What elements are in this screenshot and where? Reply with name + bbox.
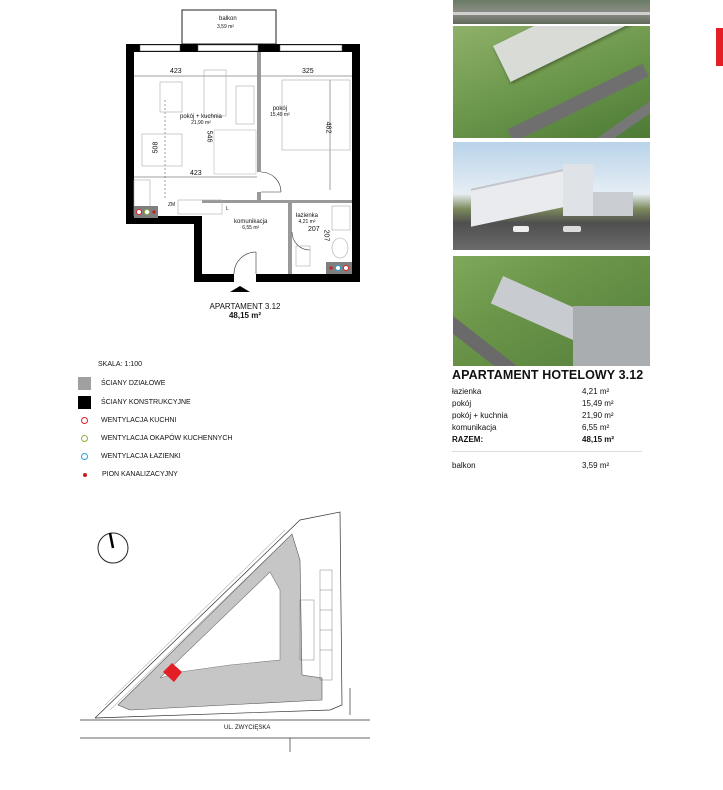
row-value: 15,49 m²	[582, 399, 614, 408]
room-area: 21,90 m²	[191, 120, 211, 126]
site-plan-drawing	[0, 500, 440, 760]
apartment-title: APARTAMENT 3.12	[209, 302, 281, 311]
row-label: balkon	[452, 461, 476, 470]
legend-label: WENTYLACJA ŁAZIENKI	[101, 453, 181, 460]
row-value: 21,90 m²	[582, 411, 614, 420]
room-living-kitchen	[180, 114, 222, 126]
room-area: 4,21 m²	[298, 219, 316, 225]
row-value: 3,59 m²	[582, 461, 610, 470]
legend-item-partition-walls	[78, 377, 165, 390]
summary-row-room	[452, 399, 642, 408]
render-photo-aerial-1	[453, 26, 650, 138]
legend-label: WENTYLACJA OKAPÓW KUCHENNYCH	[101, 435, 233, 442]
structural-wall-swatch	[78, 396, 91, 409]
dim-bath-vertical: 207	[322, 229, 330, 242]
dim-kitchen-bottom: 423	[190, 170, 202, 177]
room-area: 15,49 m²	[270, 112, 290, 118]
summary-row-hallway	[452, 423, 642, 432]
entrance-arrow	[230, 286, 250, 292]
row-value: 4,21 m²	[582, 387, 610, 396]
dim-left-vertical: 508	[152, 141, 160, 154]
legend-item-structural-walls	[78, 396, 191, 409]
dim-top-right: 325	[302, 68, 314, 75]
row-label: komunikacja	[452, 423, 497, 432]
summary-row-bathroom	[452, 387, 642, 396]
legend-label: ŚCIANY DZIAŁOWE	[101, 380, 166, 387]
summary-row-total	[452, 435, 642, 444]
room-area: 6,55 m²	[242, 225, 260, 231]
render-photo-aerial-2	[453, 256, 650, 366]
room-bedroom	[270, 106, 290, 118]
room-bathroom	[296, 213, 318, 225]
brand-accent-bar	[716, 28, 723, 66]
dim-top-left: 423	[170, 68, 182, 75]
balcony-label: balkon	[219, 16, 237, 22]
dim-middle-vertical: 546	[205, 130, 213, 143]
render-photo-street-view	[453, 142, 650, 250]
room-name: łazienka	[296, 213, 319, 219]
room-hallway	[234, 219, 267, 231]
kitchen-ventilation-icon	[81, 417, 88, 424]
row-label: pokój	[452, 399, 472, 408]
legend-label: WENTYLACJA KUCHNI	[101, 417, 177, 424]
summary-row-room-kitchen	[452, 411, 642, 420]
row-value: 6,55 m²	[582, 423, 610, 432]
sewage-riser-icon	[83, 473, 87, 477]
balcony-area: 3,59 m²	[217, 24, 234, 30]
summary-row-balcony	[452, 461, 642, 470]
room-name: komunikacja	[234, 219, 268, 225]
row-value: 48,15 m²	[582, 435, 615, 444]
dim-right-vertical: 482	[324, 121, 332, 134]
floor-plan	[0, 0, 440, 330]
hood-ventilation-icon	[81, 435, 88, 442]
summary-title: APARTAMENT HOTELOWY 3.12	[452, 368, 644, 382]
legend-label: ŚCIANY KONSTRUKCYJNE	[101, 399, 191, 406]
row-label: łazienka	[452, 387, 482, 396]
scale-label: SKALA: 1:100	[98, 361, 142, 368]
bathroom-ventilation-icon	[81, 453, 88, 460]
legend-label: PION KANALIZACYJNY	[102, 471, 178, 478]
partition-wall-swatch	[78, 377, 91, 390]
zm-label: ZM	[168, 202, 176, 208]
l-label: L	[226, 206, 229, 212]
render-photo-street	[453, 0, 650, 24]
apartment-caption	[190, 302, 300, 320]
floor-plan-drawing	[0, 0, 440, 330]
room-name: pokój + kuchnia	[180, 114, 222, 120]
legend-item-kitchen-ventilation	[78, 417, 176, 424]
street-label: UL. ZWYCIĘSKA	[224, 725, 271, 731]
dim-bath-small: 207	[308, 226, 320, 233]
legend-item-bathroom-ventilation	[78, 453, 181, 460]
row-label: pokój + kuchnia	[452, 411, 508, 420]
room-name: pokój	[272, 106, 288, 112]
legend-item-sewage-riser	[78, 471, 178, 478]
row-label: RAZEM:	[452, 435, 484, 444]
site-plan	[0, 500, 440, 760]
legend-item-hood-ventilation	[78, 435, 232, 442]
summary-divider	[452, 451, 642, 452]
apartment-area: 48,15 m²	[228, 311, 262, 320]
